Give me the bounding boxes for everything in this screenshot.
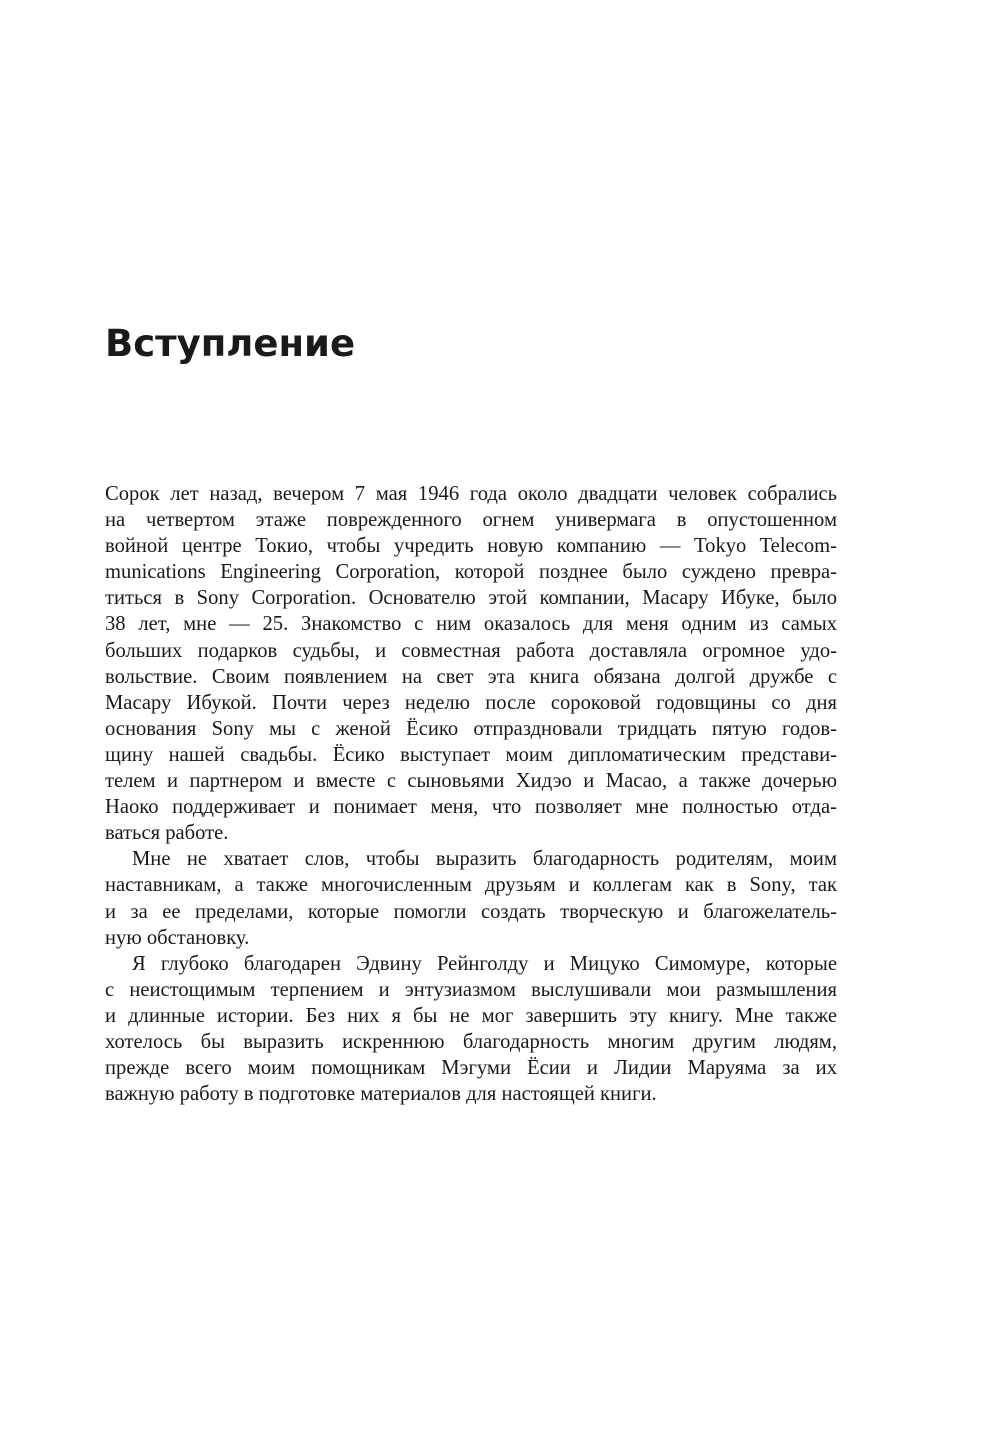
text-line: и длинные истории. Без них я бы не мог завершить эту книгу. Мне также [105,1004,837,1027]
text-line: 38 лет, мне — 25. Знакомство с ним оказалось для меня одним из самых [105,613,837,636]
text-line: прежде всего моим помощникам Мэгуми Ёсии и Лидии Маруяма за их [105,1057,837,1080]
text-line: щину нашей свадьбы. Ёсико выступает моим дипломатическим представи- [105,743,837,766]
text-line: Масару Ибукой. Почти через неделю после сороковой годовщины со дня [105,691,837,714]
text-line: вольствие. Своим появлением на свет эта книга обязана долгой дружбе с [105,665,837,688]
text-line: больших подарков судьбы, и совместная работа доставляла огромное удо- [105,639,837,662]
paragraph [105,481,837,846]
text-line: ваться работе. [105,822,229,845]
text-line: и за ее пределами, которые помогли создать творческую и благожелатель- [105,900,837,923]
text-line: ную обстановку. [105,926,250,949]
text-line: Наоко поддерживает и понимает меня, что позволяет мне полностью отда- [105,796,837,819]
paragraph [105,846,837,950]
text-line: наставникам, а также многочисленным друзьям и коллегам как в Sony, так [105,874,837,897]
text-line: munications Engineering Corporation, которой позднее было суждено превра- [105,561,837,584]
text-line: титься в Sony Corporation. Основателю этой компании, Масару Ибуке, было [105,587,837,610]
chapter-title: Вступление [105,322,356,365]
text-line: Я глубоко благодарен Эдвину Рейнголду и Мицуко Симомуре, которые [132,952,837,975]
text-line: Мне не хватает слов, чтобы выразить благодарность родителям, моим [132,848,837,871]
paragraph [105,951,837,1108]
text-line: основания Sony мы с женой Ёсико отпраздновали тридцать пятую годов- [105,717,837,740]
text-line: важную работу в подготовке материалов для настоящей книги. [105,1083,657,1106]
text-line: Сорок лет назад, вечером 7 мая 1946 года около двадцати человек собрались [105,483,837,505]
body-text [105,481,837,1107]
text-line: войной центре Токио, чтобы учредить новую компанию — Tokyo Telecom- [105,535,837,558]
text-line: хотелось бы выразить искреннюю благодарность многим другим людям, [105,1030,837,1053]
text-line: с неистощимым терпением и энтузиазмом выслушивали мои размышления [105,978,837,1001]
text-line: телем и партнером и вместе с сыновьями Хидэо и Масао, а также дочерью [105,770,837,793]
text-line: на четвертом этаже поврежденного огнем универмага в опустошенном [105,509,837,532]
